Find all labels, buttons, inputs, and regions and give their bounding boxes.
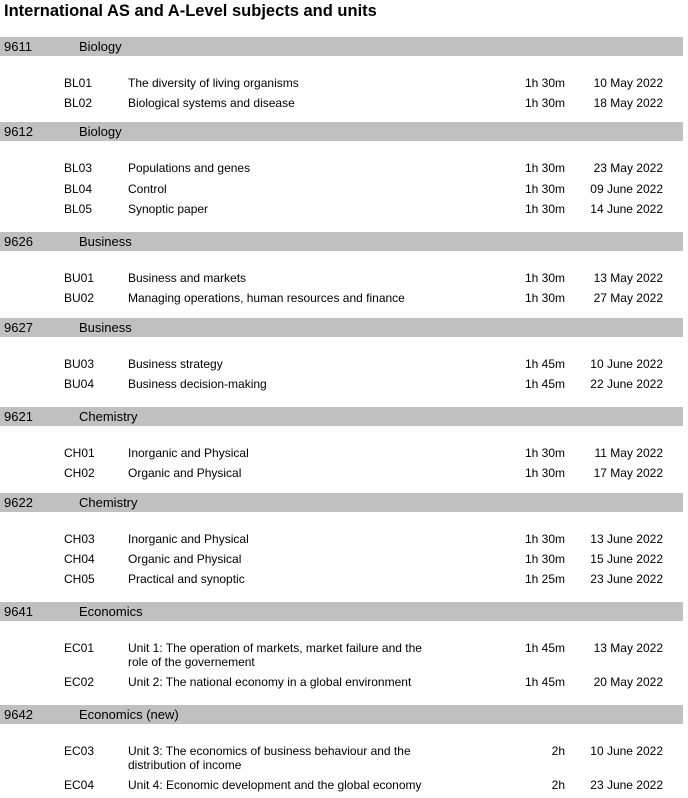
- unit-duration: 1h 30m: [524, 96, 565, 110]
- subject-header: [0, 493, 683, 512]
- exam-date: 15 June 2022: [590, 552, 663, 566]
- unit-duration: 1h 45m: [524, 641, 565, 655]
- unit-duration: 1h 30m: [524, 161, 565, 175]
- unit-code: CH03: [64, 532, 95, 546]
- subject-header: [0, 407, 683, 426]
- exam-date: 13 June 2022: [590, 532, 663, 546]
- unit-code: EC04: [64, 778, 95, 792]
- unit-title: Synoptic paper: [128, 202, 209, 216]
- unit-code: BL01: [64, 76, 93, 90]
- subject-name: Chemistry: [79, 495, 138, 510]
- unit-title: Control: [128, 182, 167, 196]
- unit-code: BL02: [64, 96, 93, 110]
- unit-duration: 1h 30m: [524, 291, 565, 305]
- exam-date: 27 May 2022: [593, 291, 663, 305]
- unit-duration: 1h 30m: [524, 446, 565, 460]
- subject-code: 9627: [4, 320, 33, 335]
- subject-code: 9622: [4, 495, 33, 510]
- subject-name: Chemistry: [79, 409, 138, 424]
- subject-code: 9641: [4, 604, 33, 619]
- unit-title: Practical and synoptic: [128, 572, 245, 586]
- unit-duration: 1h 30m: [524, 271, 565, 285]
- unit-title: Unit 1: The operation of markets, market failure and the role of the governement: [128, 641, 422, 669]
- subject-header: [0, 232, 683, 251]
- unit-duration: 2h: [551, 744, 565, 758]
- subject-header: [0, 122, 683, 141]
- unit-duration: 1h 30m: [524, 466, 565, 480]
- exam-date: 23 June 2022: [590, 572, 663, 586]
- unit-title: The diversity of living organisms: [128, 76, 299, 90]
- unit-code: CH05: [64, 572, 95, 586]
- unit-code: EC03: [64, 744, 95, 758]
- unit-duration: 2h: [551, 778, 565, 792]
- unit-duration: 1h 30m: [524, 532, 565, 546]
- unit-title: Populations and genes: [128, 161, 251, 175]
- page-title: International AS and A-Level subjects and units: [4, 2, 377, 20]
- unit-title: Unit 3: The economics of business behaviour and the distribution of income: [128, 744, 411, 772]
- subject-header: [0, 705, 683, 724]
- subject-header: [0, 602, 683, 621]
- exam-date: 14 June 2022: [590, 202, 663, 216]
- exam-date: 09 June 2022: [590, 182, 663, 196]
- unit-title: Managing operations, human resources and finance: [128, 291, 405, 305]
- exam-date: 18 May 2022: [593, 96, 663, 110]
- unit-code: EC02: [64, 675, 95, 689]
- subject-name: Biology: [79, 39, 122, 54]
- subject-name: Economics: [79, 604, 143, 619]
- unit-duration: 1h 45m: [524, 377, 565, 391]
- unit-title: Organic and Physical: [128, 552, 242, 566]
- unit-title: Business decision-making: [128, 377, 267, 391]
- exam-date: 20 May 2022: [593, 675, 663, 689]
- unit-title: Unit 4: Economic development and the global economy: [128, 778, 422, 792]
- unit-code: BU03: [64, 357, 95, 371]
- unit-duration: 1h 30m: [524, 202, 565, 216]
- unit-duration: 1h 30m: [524, 76, 565, 90]
- subject-code: 9621: [4, 409, 33, 424]
- unit-code: BU01: [64, 271, 95, 285]
- exam-date: 11 May 2022: [594, 446, 663, 460]
- exam-date: 23 May 2022: [593, 161, 663, 175]
- unit-code: EC01: [64, 641, 95, 655]
- unit-title: Biological systems and disease: [128, 96, 295, 110]
- subject-code: 9626: [4, 234, 33, 249]
- subject-name: Economics (new): [79, 707, 179, 722]
- unit-title: Business and markets: [128, 271, 247, 285]
- subject-code: 9612: [4, 124, 33, 139]
- exam-date: 23 June 2022: [590, 778, 663, 792]
- unit-duration: 1h 45m: [524, 675, 565, 689]
- unit-title: Business strategy: [128, 357, 223, 371]
- unit-duration: 1h 25m: [524, 572, 565, 586]
- unit-title: Organic and Physical: [128, 466, 242, 480]
- unit-code: BL04: [64, 182, 93, 196]
- exam-date: 10 June 2022: [590, 357, 663, 371]
- subject-name: Business: [79, 234, 132, 249]
- subject-code: 9611: [4, 39, 32, 54]
- exam-date: 13 May 2022: [593, 271, 663, 285]
- exam-date: 22 June 2022: [590, 377, 663, 391]
- unit-duration: 1h 30m: [524, 182, 565, 196]
- unit-duration: 1h 30m: [524, 552, 565, 566]
- subject-header: [0, 37, 683, 56]
- exam-date: 17 May 2022: [593, 466, 663, 480]
- unit-code: CH01: [64, 446, 95, 460]
- exam-date: 10 June 2022: [590, 744, 663, 758]
- subject-code: 9642: [4, 707, 33, 722]
- unit-title: Unit 2: The national economy in a global environment: [128, 675, 412, 689]
- unit-code: BL03: [64, 161, 93, 175]
- unit-title: Inorganic and Physical: [128, 532, 249, 546]
- subject-name: Business: [79, 320, 132, 335]
- exam-date: 10 May 2022: [593, 76, 663, 90]
- exam-date: 13 May 2022: [593, 641, 663, 655]
- unit-code: BU02: [64, 291, 95, 305]
- unit-code: BL05: [64, 202, 93, 216]
- subject-name: Biology: [79, 124, 122, 139]
- subject-header: [0, 318, 683, 337]
- unit-code: BU04: [64, 377, 95, 391]
- unit-code: CH04: [64, 552, 95, 566]
- unit-title: Inorganic and Physical: [128, 446, 249, 460]
- unit-code: CH02: [64, 466, 95, 480]
- unit-duration: 1h 45m: [524, 357, 565, 371]
